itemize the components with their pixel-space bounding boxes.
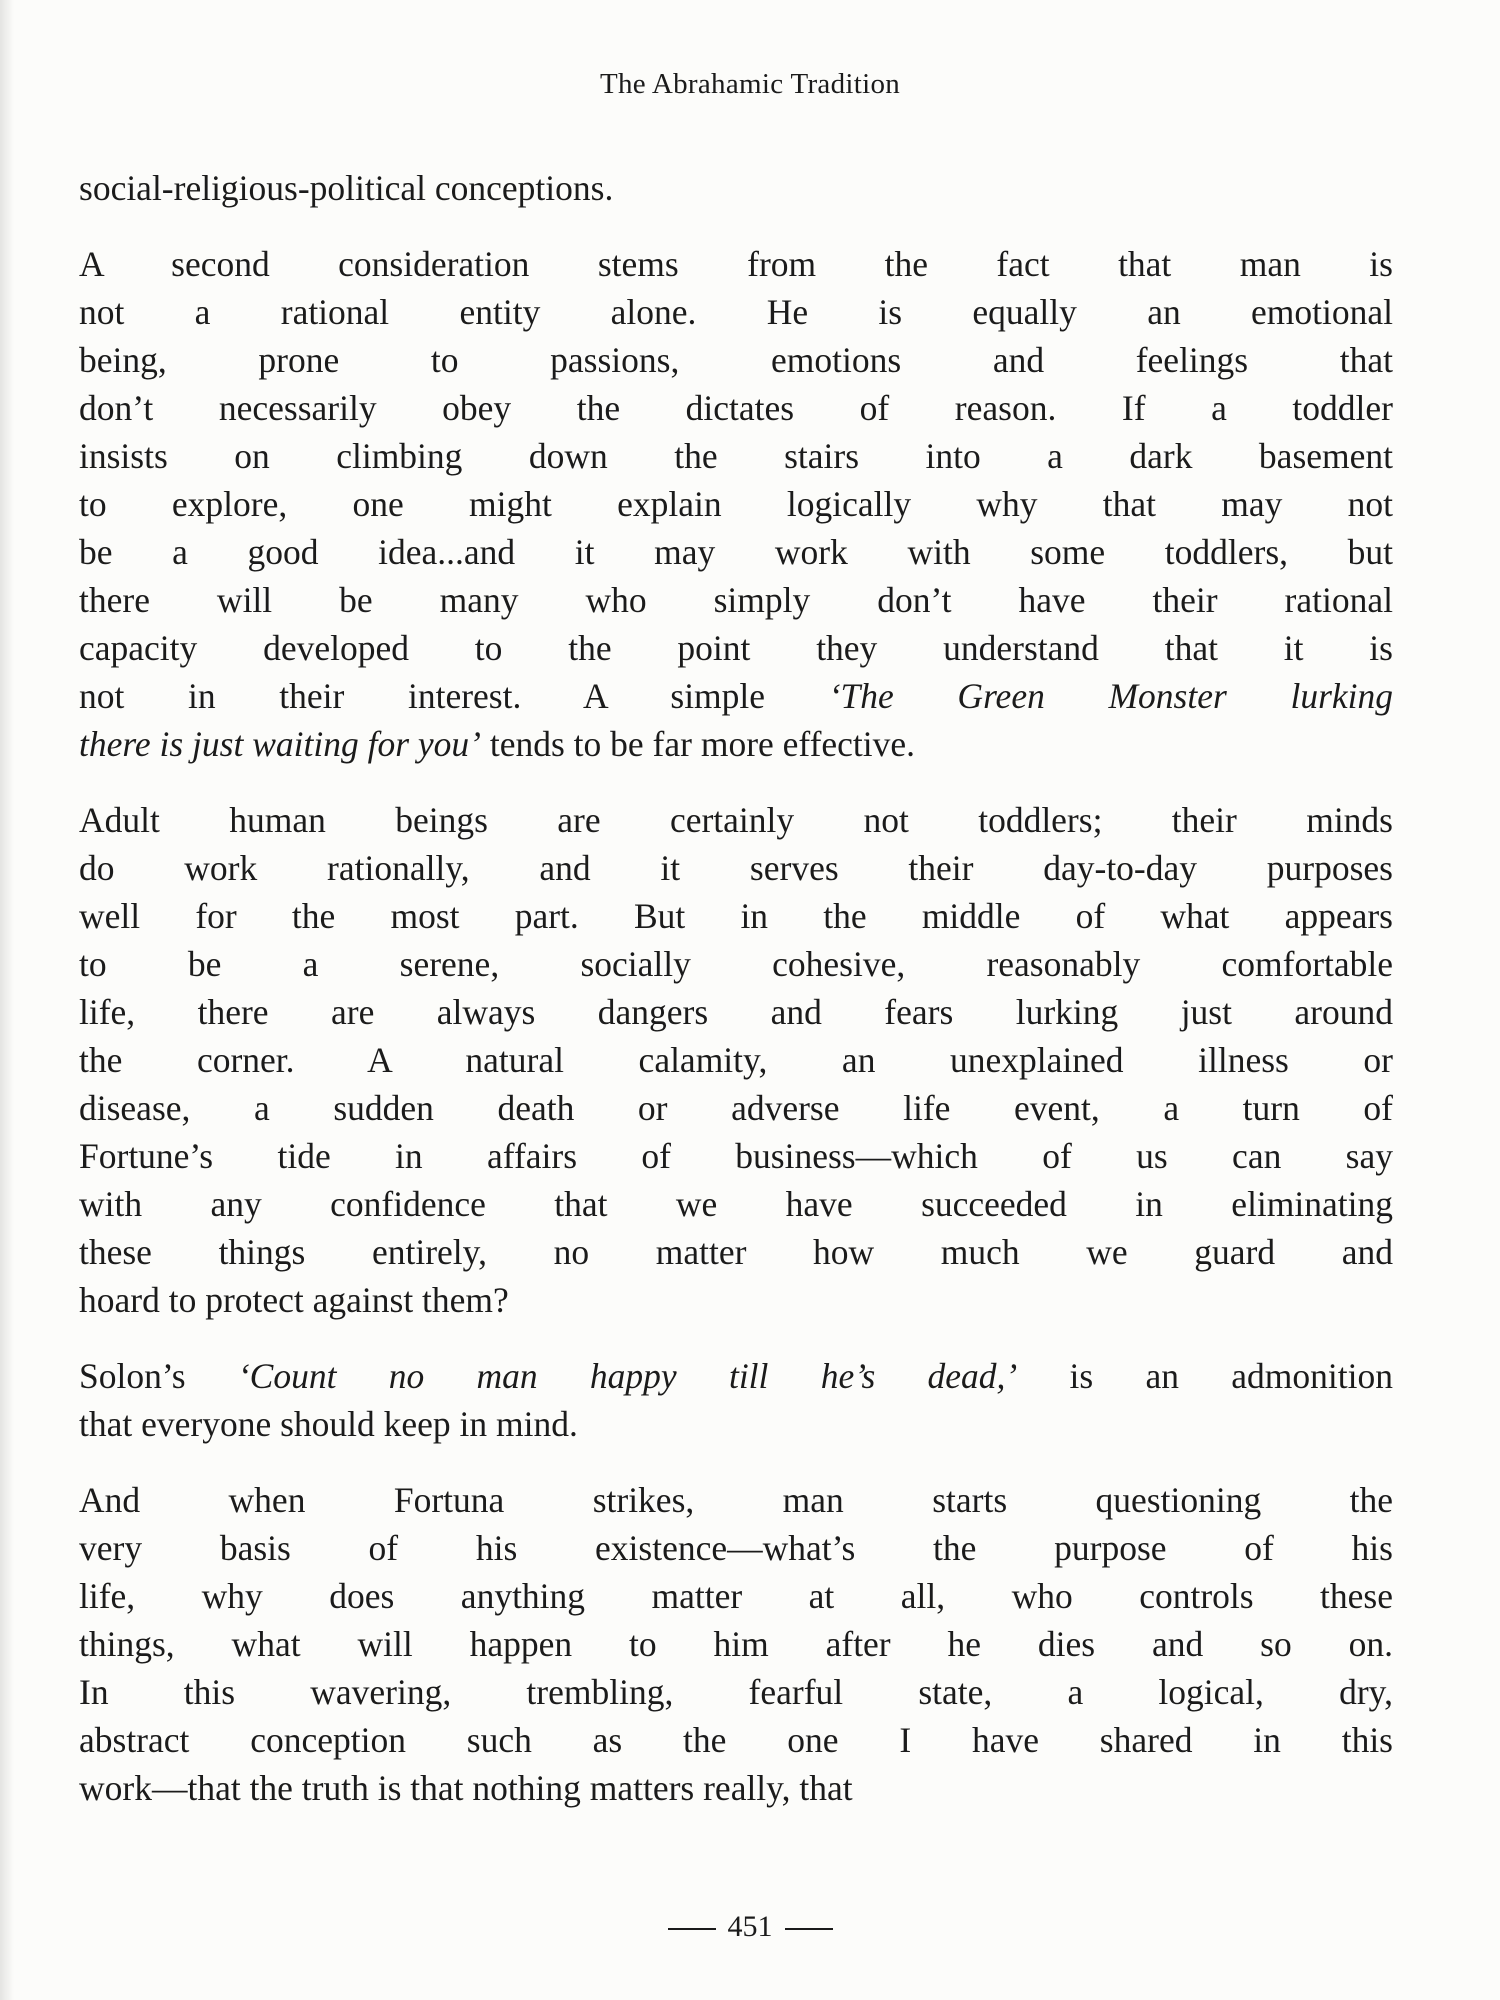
line-content [79,1572,1393,1620]
text-segment: Solon’s [79,1356,238,1396]
italic-quote: ‘The Green Monster lurking [828,676,1394,716]
line-content [79,1084,1393,1132]
text-line [79,336,1393,384]
text-segment: not a rational entity alone. He is equally an emotional [79,292,1393,332]
text-line [79,1764,1393,1812]
line-content [79,796,1393,844]
line-content [79,624,1393,672]
text-line [79,288,1393,336]
text-segment: well for the most part. But in the middle of what appears [79,896,1393,936]
line-content [79,1668,1393,1716]
text-line [79,624,1393,672]
text-line [79,1716,1393,1764]
text-segment: be a good idea...and it may work with some toddlers, but [79,532,1393,572]
line-content [79,940,1393,988]
text-line [79,432,1393,480]
line-content [79,576,1393,624]
text-line [79,1400,1393,1448]
line-content [79,336,1393,384]
right-rule [785,1928,833,1930]
text-line [79,480,1393,528]
line-content [79,528,1393,576]
line-content [79,1132,1393,1180]
text-segment: tends to be far more effective. [481,724,916,764]
line-content [79,432,1393,480]
text-line [79,796,1393,844]
line-content [79,1352,1393,1400]
line-content [79,1476,1393,1524]
text-segment: A second consideration stems from the fact that man is [79,244,1393,284]
line-content [79,164,1393,212]
text-line [79,844,1393,892]
body-text [79,164,1393,1840]
text-line [79,1476,1393,1524]
text-line [79,164,1393,212]
text-segment: life, there are always dangers and fears lurking just around [79,992,1393,1032]
text-line [79,1228,1393,1276]
line-content [79,240,1393,288]
text-segment: work—that the truth is that nothing matters really, that [79,1768,853,1808]
line-content [79,1276,1393,1324]
line-content [79,988,1393,1036]
line-content [79,1228,1393,1276]
page-footer [0,1910,1500,1944]
text-segment: capacity developed to the point they understand that it is [79,628,1393,668]
text-segment: to explore, one might explain logically why that may not [79,484,1393,524]
line-content [79,480,1393,528]
line-content [79,1400,1393,1448]
page-edge-shadow [0,0,14,2000]
line-content [79,288,1393,336]
text-segment: Fortune’s tide in affairs of business—which of us can say [79,1136,1393,1176]
text-segment: In this wavering, trembling, fearful state, a logical, dry, [79,1672,1393,1712]
line-content [79,384,1393,432]
line-content [79,1620,1393,1668]
paragraph [79,1352,1393,1448]
text-segment: don’t necessarily obey the dictates of reason. If a toddler [79,388,1393,428]
text-segment: very basis of his existence—what’s the purpose of his [79,1528,1393,1568]
paragraph [79,796,1393,1324]
text-segment: Adult human beings are certainly not toddlers; their minds [79,800,1393,840]
text-line [79,576,1393,624]
text-line [79,1276,1393,1324]
text-segment: things, what will happen to him after he dies and so on. [79,1624,1393,1664]
line-content [79,1524,1393,1572]
text-segment: hoard to protect against them? [79,1280,509,1320]
text-segment: life, why does anything matter at all, who controls these [79,1576,1393,1616]
line-content [79,1764,1393,1812]
text-line [79,1668,1393,1716]
italic-quote: there is just waiting for you’ [79,724,481,764]
text-line [79,1036,1393,1084]
text-line [79,1524,1393,1572]
line-content [79,720,1393,768]
text-segment: disease, a sudden death or adverse life event, a turn of [79,1088,1393,1128]
italic-quote: ‘Count no man happy till he’s dead,’ [237,1356,1018,1396]
text-line [79,1084,1393,1132]
text-line [79,940,1393,988]
text-segment: there will be many who simply don’t have their rational [79,580,1393,620]
left-rule [668,1928,716,1930]
line-content [79,1716,1393,1764]
text-line [79,384,1393,432]
text-line [79,240,1393,288]
text-segment: insists on climbing down the stairs into a dark basement [79,436,1393,476]
text-segment: being, prone to passions, emotions and feelings that [79,340,1393,380]
text-segment: that everyone should keep in mind. [79,1404,578,1444]
text-line [79,672,1393,720]
text-line [79,1132,1393,1180]
text-segment: abstract conception such as the one I have shared in this [79,1720,1393,1760]
text-segment: the corner. A natural calamity, an unexplained illness or [79,1040,1393,1080]
text-line [79,892,1393,940]
line-content [79,844,1393,892]
line-content [79,1180,1393,1228]
text-line [79,1620,1393,1668]
paragraph [79,240,1393,768]
line-content [79,672,1393,720]
running-header: The Abrahamic Tradition [599,68,901,100]
text-line [79,1180,1393,1228]
text-segment: not in their interest. A simple [79,676,829,716]
paragraph [79,1476,1393,1812]
text-segment: to be a serene, socially cohesive, reasonably comfortable [79,944,1393,984]
line-content [79,892,1393,940]
text-line [79,988,1393,1036]
line-content [79,1036,1393,1084]
text-line [79,1352,1393,1400]
text-line [79,720,1393,768]
paragraph [79,164,1393,212]
text-line [79,1572,1393,1620]
text-segment: with any confidence that we have succeeded in eliminating [79,1184,1393,1224]
text-segment: do work rationally, and it serves their day-to-day purposes [79,848,1393,888]
text-segment: And when Fortuna strikes, man starts questioning the [79,1480,1393,1520]
text-line [79,528,1393,576]
page-number: 451 [727,1910,773,1943]
text-segment: is an admonition [1017,1356,1393,1396]
text-segment: social-religious-political conceptions. [79,168,614,208]
text-segment: these things entirely, no matter how much we guard and [79,1232,1393,1272]
